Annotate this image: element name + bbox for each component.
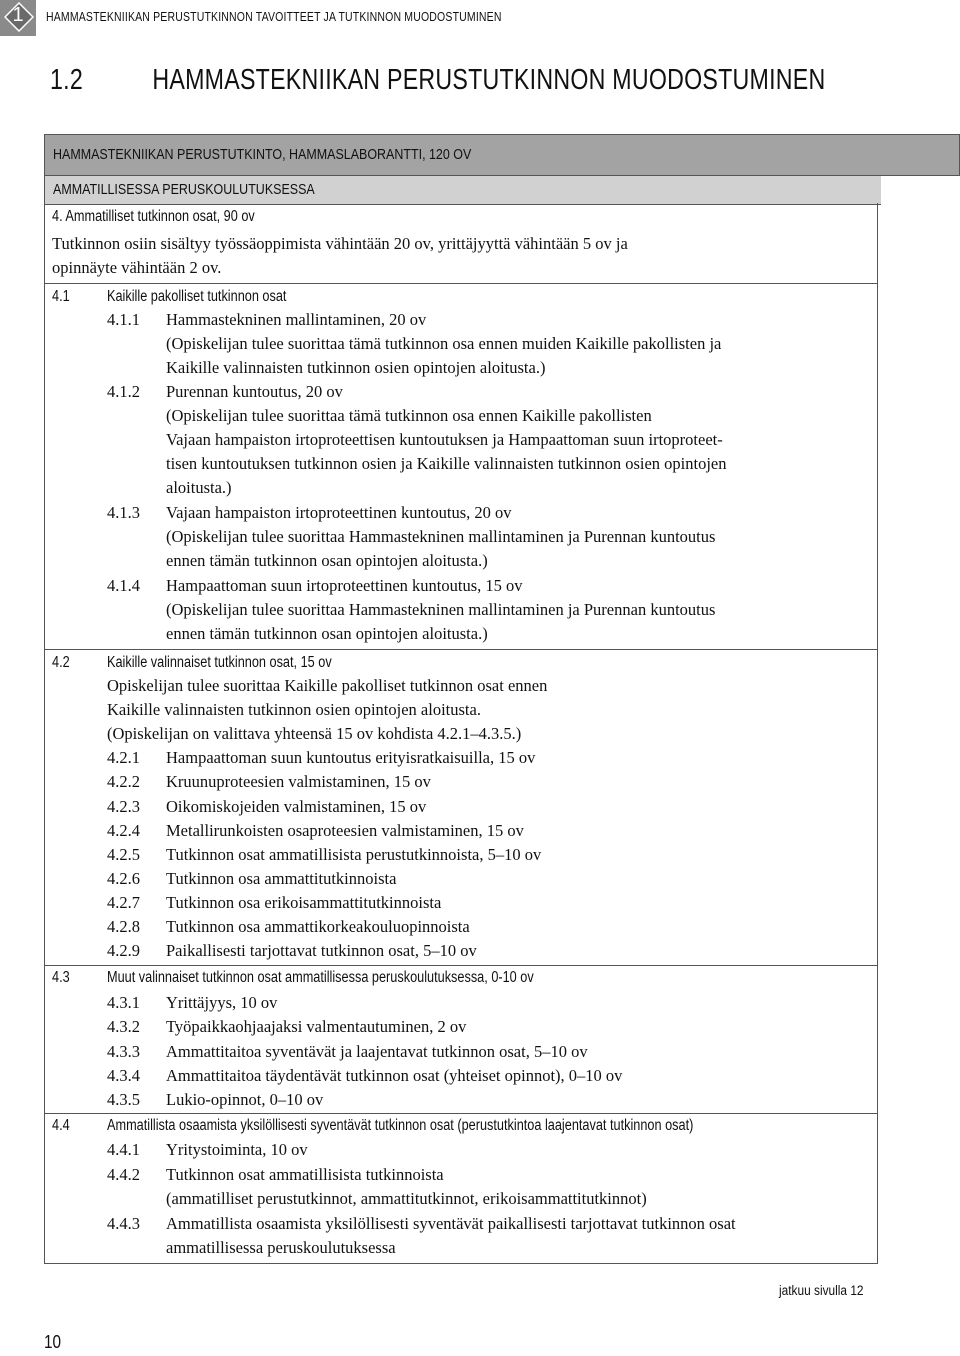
item-4-3-1-num: 4.3.1 (107, 993, 140, 1012)
item-4-3-3-num: 4.3.3 (107, 1042, 140, 1061)
item-4-4-2-num: 4.4.2 (107, 1165, 140, 1184)
item-4-4-2-line2: (ammatilliset perustutkinnot, ammattitutkinnot, erikoisammattitutkinnot) (166, 1189, 647, 1208)
item-4-2-5-text: Tutkinnon osat ammatillisista perustutkinnoista, 5–10 ov (166, 845, 542, 864)
chapter-number: 1 (12, 4, 24, 26)
running-header: HAMMASTEKNIIKAN PERUSTUTKINNON TAVOITTEET JA TUTKINNON MUODOSTUMINEN (46, 10, 502, 24)
item-4-2-2-text: Kruunuproteesien valmistaminen, 15 ov (166, 772, 431, 791)
item-4-1-2-line5: aloitusta.) (166, 478, 232, 497)
item-4-1-3-line1: Vajaan hampaiston irtoproteettinen kuntoutus, 20 ov (166, 503, 512, 522)
table-header (44, 134, 960, 205)
item-4-3-5-text: Lukio-opinnot, 0–10 ov (166, 1090, 324, 1109)
table-band (44, 134, 960, 176)
item-4-2-6-text: Tutkinnon osa ammattitutkinnoista (166, 869, 397, 888)
rule-after-part4 (44, 283, 877, 284)
table-sub-band (44, 176, 881, 205)
section-title-text: HAMMASTEKNIIKAN PERUSTUTKINNON MUODOSTUMINEN (152, 64, 826, 96)
item-4-4-1-num: 4.4.1 (107, 1140, 140, 1159)
item-4-1-1-num: 4.1.1 (107, 310, 140, 329)
item-4-4-3-num: 4.4.3 (107, 1214, 140, 1233)
item-4-1-4-num: 4.1.4 (107, 576, 140, 595)
table-band-title: HAMMASTEKNIIKAN PERUSTUTKINTO, HAMMASLABORANTTI, 120 OV (53, 147, 472, 163)
item-4-1-3-line3: ennen tämän tutkinnon osan opintojen aloitusta.) (166, 551, 488, 570)
item-4-3-2-num: 4.3.2 (107, 1017, 140, 1036)
item-4-1-1-line2: (Opiskelijan tulee suorittaa tämä tutkinnon osa ennen muiden Kaikille pakollisten ja (166, 334, 722, 353)
s44-title: Ammatillista osaamista yksilöllisesti syventävät tutkinnon osat (perustutkintoa laajentavat tutkinnon osat) (107, 1117, 694, 1134)
item-4-1-1-line1: Hammastekninen mallintaminen, 20 ov (166, 310, 427, 329)
item-4-1-2-line2: (Opiskelijan tulee suorittaa tämä tutkinnon osa ennen Kaikille pakollisten (166, 406, 652, 425)
part4-desc-1: Tutkinnon osiin sisältyy työssäoppimista vähintään 20 ov, yrittäjyyttä vähintään 5 ov ja (52, 234, 628, 253)
item-4-2-1-text: Hampaattoman suun kuntoutus erityisratkaisuilla, 15 ov (166, 748, 536, 767)
item-4-1-3-num: 4.1.3 (107, 503, 140, 522)
s42-intro-2: Kaikille valinnaisten tutkinnon osien opintojen aloitusta. (107, 700, 481, 719)
item-4-3-1-text: Yrittäjyys, 10 ov (166, 993, 278, 1012)
item-4-2-4-text: Metallirunkoisten osaproteesien valmistaminen, 15 ov (166, 821, 524, 840)
s42-num: 4.2 (52, 654, 70, 671)
item-4-2-1-num: 4.2.1 (107, 748, 140, 767)
item-4-2-2-num: 4.2.2 (107, 772, 140, 791)
item-4-1-2-line4: tisen kuntoutuksen tutkinnon osien ja Kaikille valinnaisten tutkinnon osien opintojen (166, 454, 727, 473)
item-4-1-4-line2: (Opiskelijan tulee suorittaa Hammastekninen mallintaminen ja Purennan kuntoutus (166, 600, 716, 619)
item-4-4-1-line1: Yritystoiminta, 10 ov (166, 1140, 308, 1159)
s43-num: 4.3 (52, 969, 70, 986)
item-4-3-3-text: Ammattitaitoa syventävät ja laajentavat tutkinnon osat, 5–10 ov (166, 1042, 588, 1061)
item-4-2-7-text: Tutkinnon osa erikoisammattitutkinnoista (166, 893, 442, 912)
section-number: 1.2 (50, 64, 83, 96)
s41-title: Kaikille pakolliset tutkinnon osat (107, 288, 287, 305)
item-4-3-4-num: 4.3.4 (107, 1066, 140, 1085)
item-4-1-1-line3: Kaikille valinnaisten tutkinnon osien opintojen aloitusta.) (166, 358, 546, 377)
part4-desc-2: opinnäyte vähintään 2 ov. (52, 258, 222, 277)
rule-after-4-2 (44, 965, 877, 966)
item-4-2-4-num: 4.2.4 (107, 821, 140, 840)
item-4-1-3-line2: (Opiskelijan tulee suorittaa Hammastekninen mallintaminen ja Purennan kuntoutus (166, 527, 716, 546)
item-4-1-4-line1: Hampaattoman suun irtoproteettinen kuntoutus, 15 ov (166, 576, 523, 595)
item-4-2-6-num: 4.2.6 (107, 869, 140, 888)
item-4-2-3-text: Oikomiskojeiden valmistaminen, 15 ov (166, 797, 427, 816)
item-4-4-3-line1: Ammatillista osaamista yksilöllisesti syventävät paikallisesti tarjottavat tutkinnon osat (166, 1214, 736, 1233)
continued-note: jatkuu sivulla 12 (779, 1283, 864, 1298)
s42-intro-1: Opiskelijan tulee suorittaa Kaikille pakolliset tutkinnon osat ennen (107, 676, 548, 695)
section-title (50, 64, 825, 97)
s42-intro-3: (Opiskelijan on valittava yhteensä 15 ov kohdista 4.2.1–4.3.5.) (107, 724, 522, 743)
page-number: 10 (44, 1332, 62, 1352)
item-4-1-4-line3: ennen tämän tutkinnon osan opintojen aloitusta.) (166, 624, 488, 643)
item-4-2-5-num: 4.2.5 (107, 845, 140, 864)
s43-title: Muut valinnaiset tutkinnon osat ammatillisessa peruskoulutuksessa, 0-10 ov (107, 969, 534, 986)
part4-heading: 4. Ammatilliset tutkinnon osat, 90 ov (52, 208, 255, 225)
item-4-3-5-num: 4.3.5 (107, 1090, 140, 1109)
s42-title: Kaikille valinnaiset tutkinnon osat, 15 ov (107, 654, 332, 671)
item-4-3-4-text: Ammattitaitoa täydentävät tutkinnon osat (yhteiset opinnot), 0–10 ov (166, 1066, 623, 1085)
item-4-1-2-line3: Vajaan hampaiston irtoproteettisen kuntoutuksen ja Hampaattoman suun irtoproteet- (166, 430, 723, 449)
s44-num: 4.4 (52, 1117, 70, 1134)
item-4-3-2-text: Työpaikkaohjaajaksi valmentautuminen, 2 ov (166, 1017, 467, 1036)
item-4-2-9-num: 4.2.9 (107, 941, 140, 960)
item-4-2-8-text: Tutkinnon osa ammattikorkeakouluopinnoista (166, 917, 470, 936)
item-4-4-3-line2: ammatillisessa peruskoulutuksessa (166, 1238, 396, 1257)
item-4-2-9-text: Paikallisesti tarjottavat tutkinnon osat, 5–10 ov (166, 941, 477, 960)
item-4-1-2-num: 4.1.2 (107, 382, 140, 401)
item-4-1-2-line1: Purennan kuntoutus, 20 ov (166, 382, 343, 401)
item-4-4-2-line1: Tutkinnon osat ammatillisista tutkinnoista (166, 1165, 444, 1184)
rule-after-4-1 (44, 649, 877, 650)
table-sub-band-title: AMMATILLISESSA PERUSKOULUTUKSESSA (53, 182, 315, 198)
item-4-2-7-num: 4.2.7 (107, 893, 140, 912)
item-4-2-8-num: 4.2.8 (107, 917, 140, 936)
item-4-2-3-num: 4.2.3 (107, 797, 140, 816)
s41-num: 4.1 (52, 288, 70, 305)
rule-after-4-3 (44, 1113, 877, 1114)
